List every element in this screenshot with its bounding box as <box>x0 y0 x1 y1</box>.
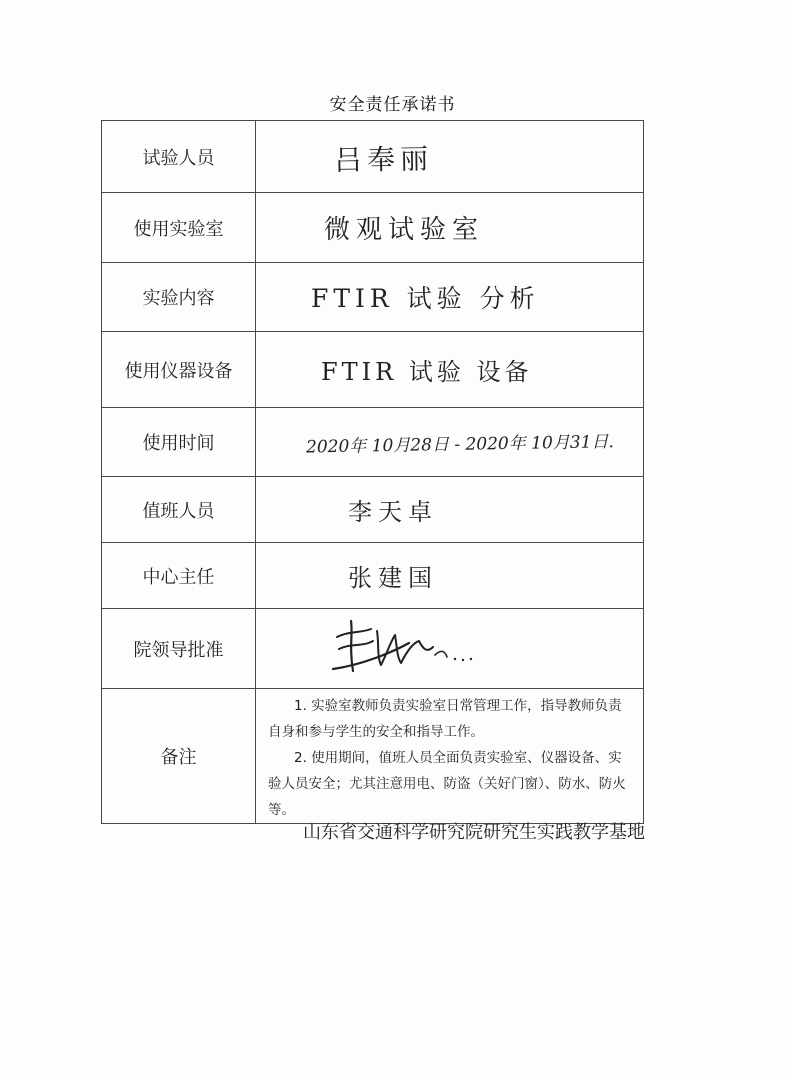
handwritten-director-name: 张建国 <box>348 564 438 592</box>
form-row-notes <box>102 689 644 824</box>
handwritten-tester-name: 吕奉丽 <box>333 141 434 177</box>
row-label-time: 使用时间 <box>102 408 256 477</box>
row-label-director: 中心主任 <box>102 543 256 609</box>
form-row-approval <box>102 609 644 689</box>
form-row-lab <box>102 193 644 263</box>
approval-signature-area <box>256 609 643 688</box>
form-row-content <box>102 263 644 332</box>
footer-institution: 山东省交通科学研究院研究生实践教学基地 <box>303 822 645 843</box>
row-label-duty: 值班人员 <box>102 477 256 543</box>
form-row-tester <box>102 121 644 193</box>
form-row-duty <box>102 477 644 543</box>
handwritten-lab-name: 微观试验室 <box>324 215 485 245</box>
form-row-equipment <box>102 332 644 408</box>
row-label-equipment: 使用仪器设备 <box>102 332 256 408</box>
handwritten-duty-person: 李天卓 <box>348 498 438 526</box>
row-label-notes: 备注 <box>102 689 256 824</box>
row-label-content: 实验内容 <box>102 263 256 332</box>
handwritten-equipment: FTIR 试验 设备 <box>321 358 533 386</box>
handwritten-usage-time: 2020年 10月28日 - 2020年 10月31日. <box>305 431 615 458</box>
document-title: 安全责任承诺书 <box>329 95 456 115</box>
commitment-form-table <box>101 120 644 824</box>
row-label-tester: 试验人员 <box>102 121 256 193</box>
row-label-approval: 院领导批准 <box>102 609 256 689</box>
form-row-director <box>102 543 644 609</box>
notes-content <box>256 689 643 823</box>
row-label-lab: 使用实验室 <box>102 193 256 263</box>
note-item-1: 1. 实验室教师负责实验室日常管理工作，指导教师负责自身和参与学生的安全和指导工作。 <box>268 698 622 740</box>
handwritten-experiment-content: FTIR 试验 分析 <box>311 284 540 313</box>
form-row-time <box>102 408 644 477</box>
note-item-2: 2. 使用期间，值班人员全面负责实验室、仪器设备、实验人员安全；尤其注意用电、防盗（关好门窗）、防水、防火等。 <box>268 750 626 818</box>
approval-signature <box>331 613 481 681</box>
